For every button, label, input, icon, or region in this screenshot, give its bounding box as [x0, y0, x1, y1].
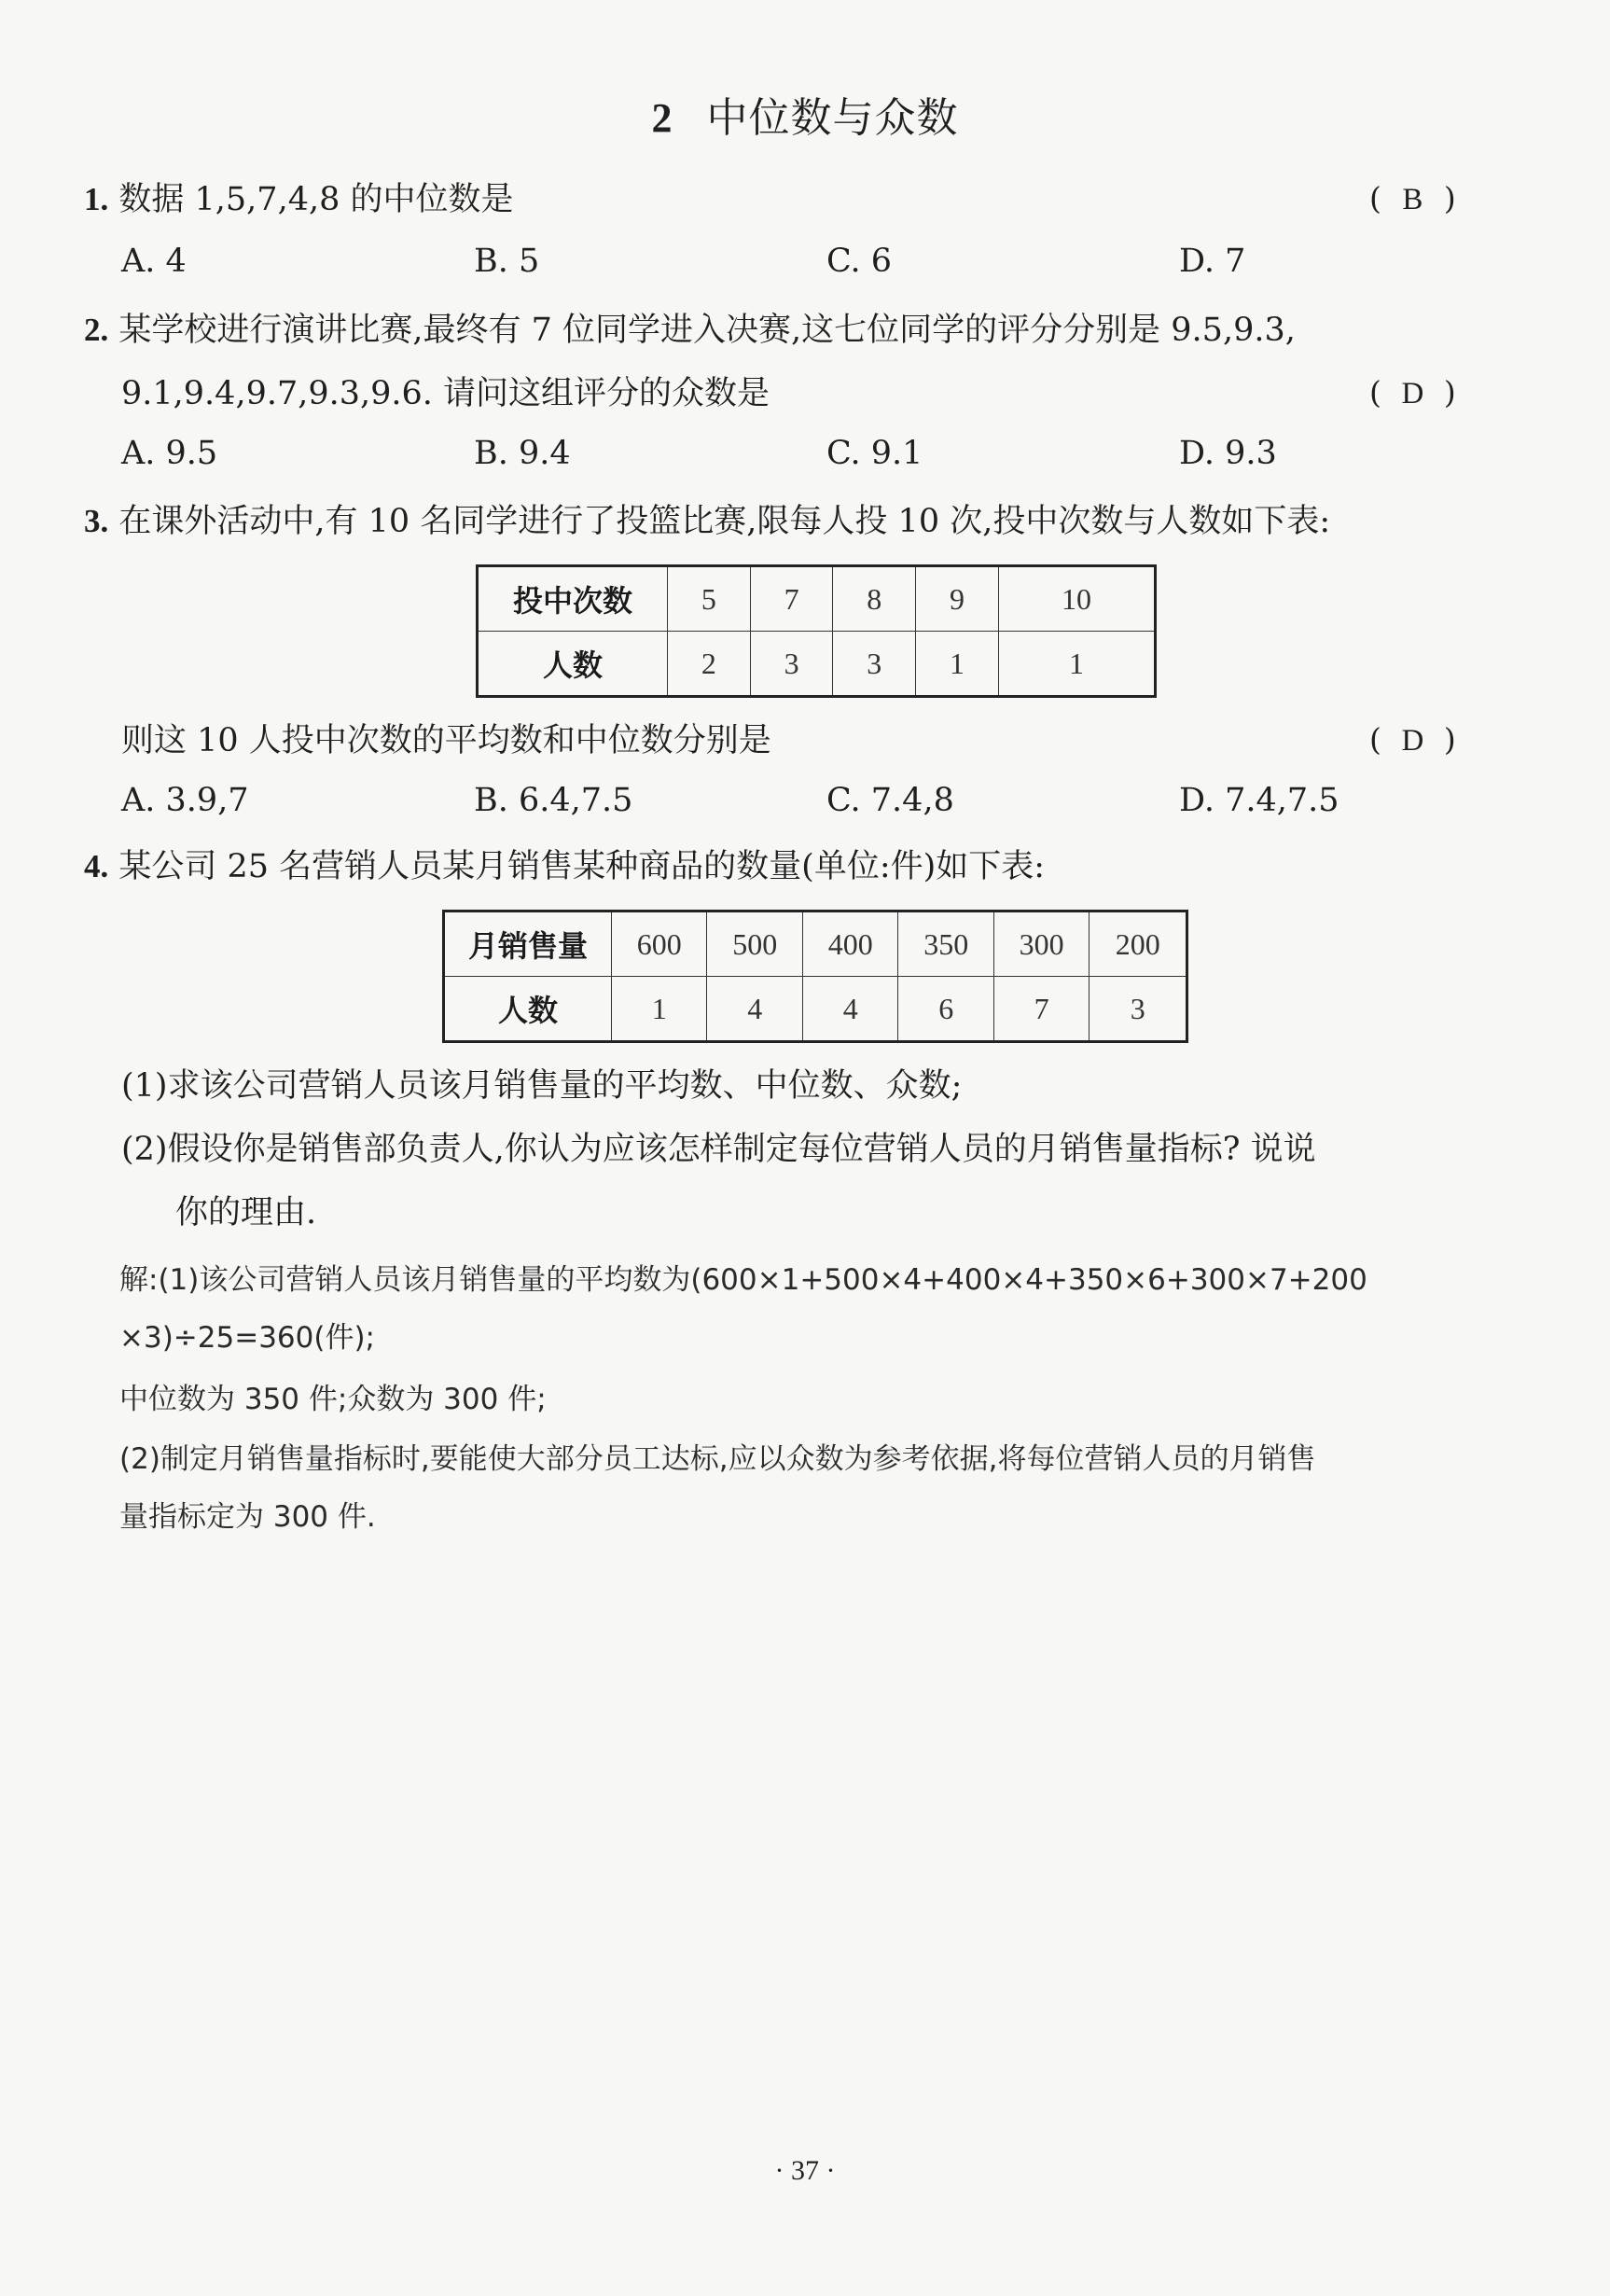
question-3-answer: ( D ): [1369, 721, 1457, 758]
table-cell: 5: [668, 566, 751, 632]
sales-table: [442, 910, 1188, 1043]
section-number: 2: [651, 95, 673, 141]
question-3: [84, 499, 1330, 544]
question-4: [84, 844, 1045, 889]
table-header-people: 人数: [478, 632, 668, 697]
table-cell: 1: [612, 977, 707, 1042]
question-2-number: 2.: [84, 312, 109, 348]
table-row: [478, 566, 1156, 632]
solution-line-2: ×3)÷25=360(件);: [119, 1321, 375, 1355]
question-4-text: 某公司 25 名营销人员某月销售某种商品的数量(单位:件)如下表:: [118, 848, 1046, 885]
question-3-answer-letter: D: [1401, 724, 1425, 758]
page-number: · 37 ·: [774, 2155, 836, 2186]
q3-option-c: C. 7.4,8: [826, 782, 954, 819]
table-cell: 9: [916, 566, 999, 632]
question-2-answer: ( D ): [1369, 374, 1457, 410]
table-cell: 350: [898, 911, 993, 977]
table-header-monthly-sales: 月销售量: [444, 911, 612, 977]
question-1-text: 数据 1,5,7,4,8 的中位数是: [118, 181, 514, 218]
table-cell: 3: [750, 632, 833, 697]
table-cell: 600: [612, 911, 707, 977]
q3-option-a: A. 3.9,7: [121, 782, 249, 819]
table-cell: 3: [1090, 977, 1187, 1042]
q2-option-c: C. 9.1: [826, 435, 923, 472]
q2-option-b: B. 9.4: [474, 435, 571, 472]
question-1-answer-letter: B: [1402, 183, 1424, 216]
table-header-people: 人数: [444, 977, 612, 1042]
q1-option-c: C. 6: [826, 243, 893, 280]
solution-line-4: (2)制定月销售量指标时,要能使大部分员工达标,应以众数为参考依据,将每位营销人员的月销售: [119, 1442, 1316, 1476]
table-cell: 1: [998, 632, 1155, 697]
table-cell: 6: [898, 977, 993, 1042]
section-title: [0, 84, 1610, 144]
q1-option-b: B. 5: [474, 243, 540, 280]
question-3-number: 3.: [84, 503, 109, 539]
table-cell: 500: [707, 911, 802, 977]
question-3-question: 则这 10 人投中次数的平均数和中位数分别是: [121, 722, 771, 759]
q1-option-a: A. 4: [121, 243, 187, 280]
question-2-line1: [84, 308, 1296, 353]
question-4-number: 4.: [84, 848, 109, 884]
q2-option-a: A. 9.5: [121, 435, 218, 472]
table-cell: 4: [707, 977, 802, 1042]
solution-line-3: 中位数为 350 件;众数为 300 件;: [119, 1383, 547, 1416]
table-cell: 7: [993, 977, 1089, 1042]
table-cell: 4: [802, 977, 897, 1042]
table-header-shots: 投中次数: [478, 566, 668, 632]
q2-option-d: D. 9.3: [1179, 435, 1277, 472]
question-2-text-1: 某学校进行演讲比赛,最终有 7 位同学进入决赛,这七位同学的评分分别是 9.5,9.3,: [118, 312, 1296, 349]
question-4-sub2-line1: (2)假设你是销售部负责人,你认为应该怎样制定每位营销人员的月销售量指标? 说说: [121, 1131, 1316, 1168]
table-cell: 10: [998, 566, 1155, 632]
q3-option-d: D. 7.4,7.5: [1179, 782, 1339, 819]
section-title-text: 中位数与众数: [706, 94, 959, 142]
solution-line-5: 量指标定为 300 件.: [119, 1500, 376, 1534]
table-cell: 8: [833, 566, 916, 632]
question-2-text-2: 9.1,9.4,9.7,9.3,9.6. 请问这组评分的众数是: [121, 375, 770, 412]
table-row: [478, 632, 1156, 697]
question-1-answer: ( B ): [1369, 180, 1457, 216]
question-3-text: 在课外活动中,有 10 名同学进行了投篮比赛,限每人投 10 次,投中次数与人数如下表:: [118, 503, 1331, 540]
table-cell: 1: [916, 632, 999, 697]
question-4-sub1: (1)求该公司营销人员该月销售量的平均数、中位数、众数;: [121, 1067, 963, 1105]
table-cell: 7: [750, 566, 833, 632]
q3-option-b: B. 6.4,7.5: [474, 782, 633, 819]
table-cell: 2: [668, 632, 751, 697]
solution-line-1: 解:(1)该公司营销人员该月销售量的平均数为(600×1+500×4+400×4+350×6+300×7+200: [119, 1263, 1367, 1297]
table-row: [444, 977, 1187, 1042]
table-row: [444, 911, 1187, 977]
shots-table: [476, 564, 1157, 698]
question-1: [84, 177, 514, 222]
table-cell: 400: [802, 911, 897, 977]
question-1-number: 1.: [84, 181, 109, 217]
table-cell: 300: [993, 911, 1089, 977]
table-cell: 200: [1090, 911, 1187, 977]
question-2-answer-letter: D: [1401, 377, 1425, 410]
q1-option-d: D. 7: [1179, 243, 1246, 280]
question-4-sub2-line2: 你的理由.: [175, 1194, 317, 1231]
table-cell: 3: [833, 632, 916, 697]
